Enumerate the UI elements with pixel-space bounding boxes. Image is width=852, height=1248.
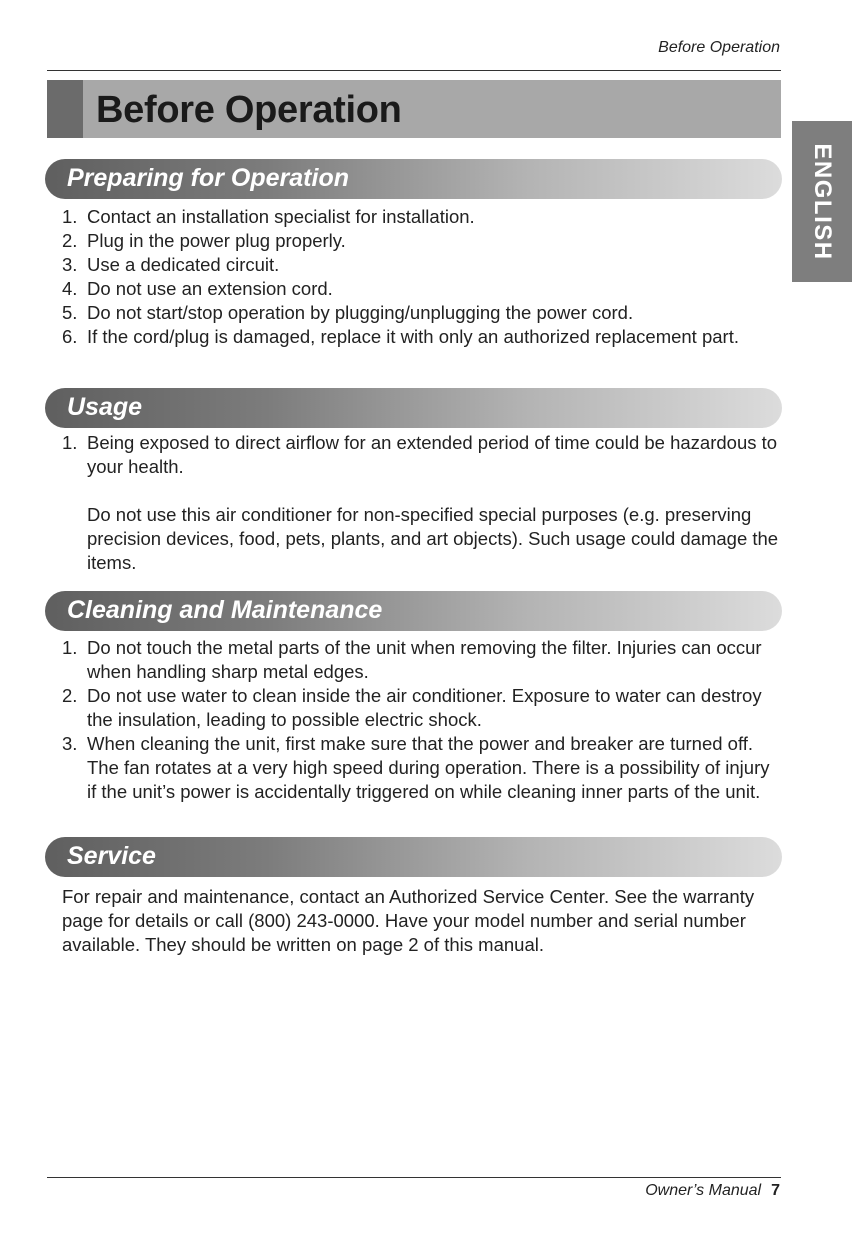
item-number: 1.	[62, 206, 78, 227]
item-text: Plug in the power plug properly.	[87, 230, 346, 251]
section-title: Usage	[67, 393, 143, 421]
item-number: 4.	[62, 278, 78, 299]
item-number: 1.	[62, 637, 78, 658]
item-number: 3.	[62, 733, 78, 754]
list-item	[62, 277, 780, 301]
section-header-usage	[45, 388, 782, 428]
page-footer	[645, 1182, 780, 1200]
section-title: Cleaning and Maintenance	[67, 596, 383, 624]
item-number: 6.	[62, 326, 78, 347]
item-text: Do not touch the metal parts of the unit when removing the filter. Injuries can occur when handling sharp metal edges.	[87, 637, 762, 682]
language-tab	[792, 121, 852, 282]
section-header-service	[45, 837, 782, 877]
cleaning-list	[62, 636, 780, 804]
page-title-bar	[47, 80, 781, 138]
footer-label: Owner’s Manual	[645, 1182, 762, 1199]
item-text: Do not use an extension cord.	[87, 278, 333, 299]
running-head: Before Operation	[658, 39, 780, 56]
list-item	[62, 684, 780, 732]
item-text: Being exposed to direct airflow for an extended period of time could be hazardous to your health.	[87, 432, 778, 477]
item-number: 2.	[62, 230, 78, 251]
section-header-preparing	[45, 159, 782, 199]
list-item	[62, 325, 780, 349]
item-number: 2.	[62, 685, 78, 706]
item-text: Contact an installation specialist for installation.	[87, 206, 475, 227]
service-text: For repair and maintenance, contact an Authorized Service Center. See the warranty page for details or call (800) 243-0000. Have your model number and serial number available. They should be written on page 2 of this manual.	[62, 886, 755, 955]
section-title: Service	[67, 842, 156, 870]
page-title: Before Operation	[96, 89, 402, 131]
item-text: If the cord/plug is damaged, replace it with only an authorized replacement part.	[87, 326, 739, 347]
language-tab-label: ENGLISH	[809, 142, 836, 261]
item-text: When cleaning the unit, first make sure that the power and breaker are turned off. The fan rotates at a very high speed during operation. There is a possibility of injury if the unit’s power is accidentally triggered on while cleaning inner parts of the unit.	[87, 733, 770, 802]
page-number: 7	[771, 1182, 780, 1199]
title-accent-block	[47, 80, 83, 138]
item-number: 5.	[62, 302, 78, 323]
item-text: Use a dedicated circuit.	[87, 254, 280, 275]
item-number: 3.	[62, 254, 78, 275]
list-item	[62, 205, 780, 229]
item-number: 1.	[62, 432, 78, 453]
header-divider	[47, 70, 781, 71]
list-item	[62, 732, 780, 804]
preparing-list	[62, 205, 780, 349]
list-item	[62, 636, 780, 684]
usage-list	[62, 431, 780, 479]
section-header-cleaning	[45, 591, 782, 631]
item-text: Do not use water to clean inside the air conditioner. Exposure to water can destroy the insulation, leading to possible electric shock.	[87, 685, 762, 730]
section-body-cleaning	[62, 636, 780, 804]
list-item	[62, 301, 780, 325]
list-item	[62, 253, 780, 277]
usage-note: Do not use this air conditioner for non-specified special purposes (e.g. preserving precision devices, food, pets, plants, and art objects). Such usage could damage the items.	[87, 504, 779, 573]
list-item	[62, 229, 780, 253]
item-text: Do not start/stop operation by plugging/unplugging the power cord.	[87, 302, 634, 323]
section-body-usage	[62, 431, 780, 575]
section-body-service	[62, 885, 780, 957]
section-title: Preparing for Operation	[67, 164, 349, 192]
footer-divider	[47, 1177, 781, 1178]
list-item	[62, 431, 780, 479]
section-body-preparing	[62, 205, 780, 349]
